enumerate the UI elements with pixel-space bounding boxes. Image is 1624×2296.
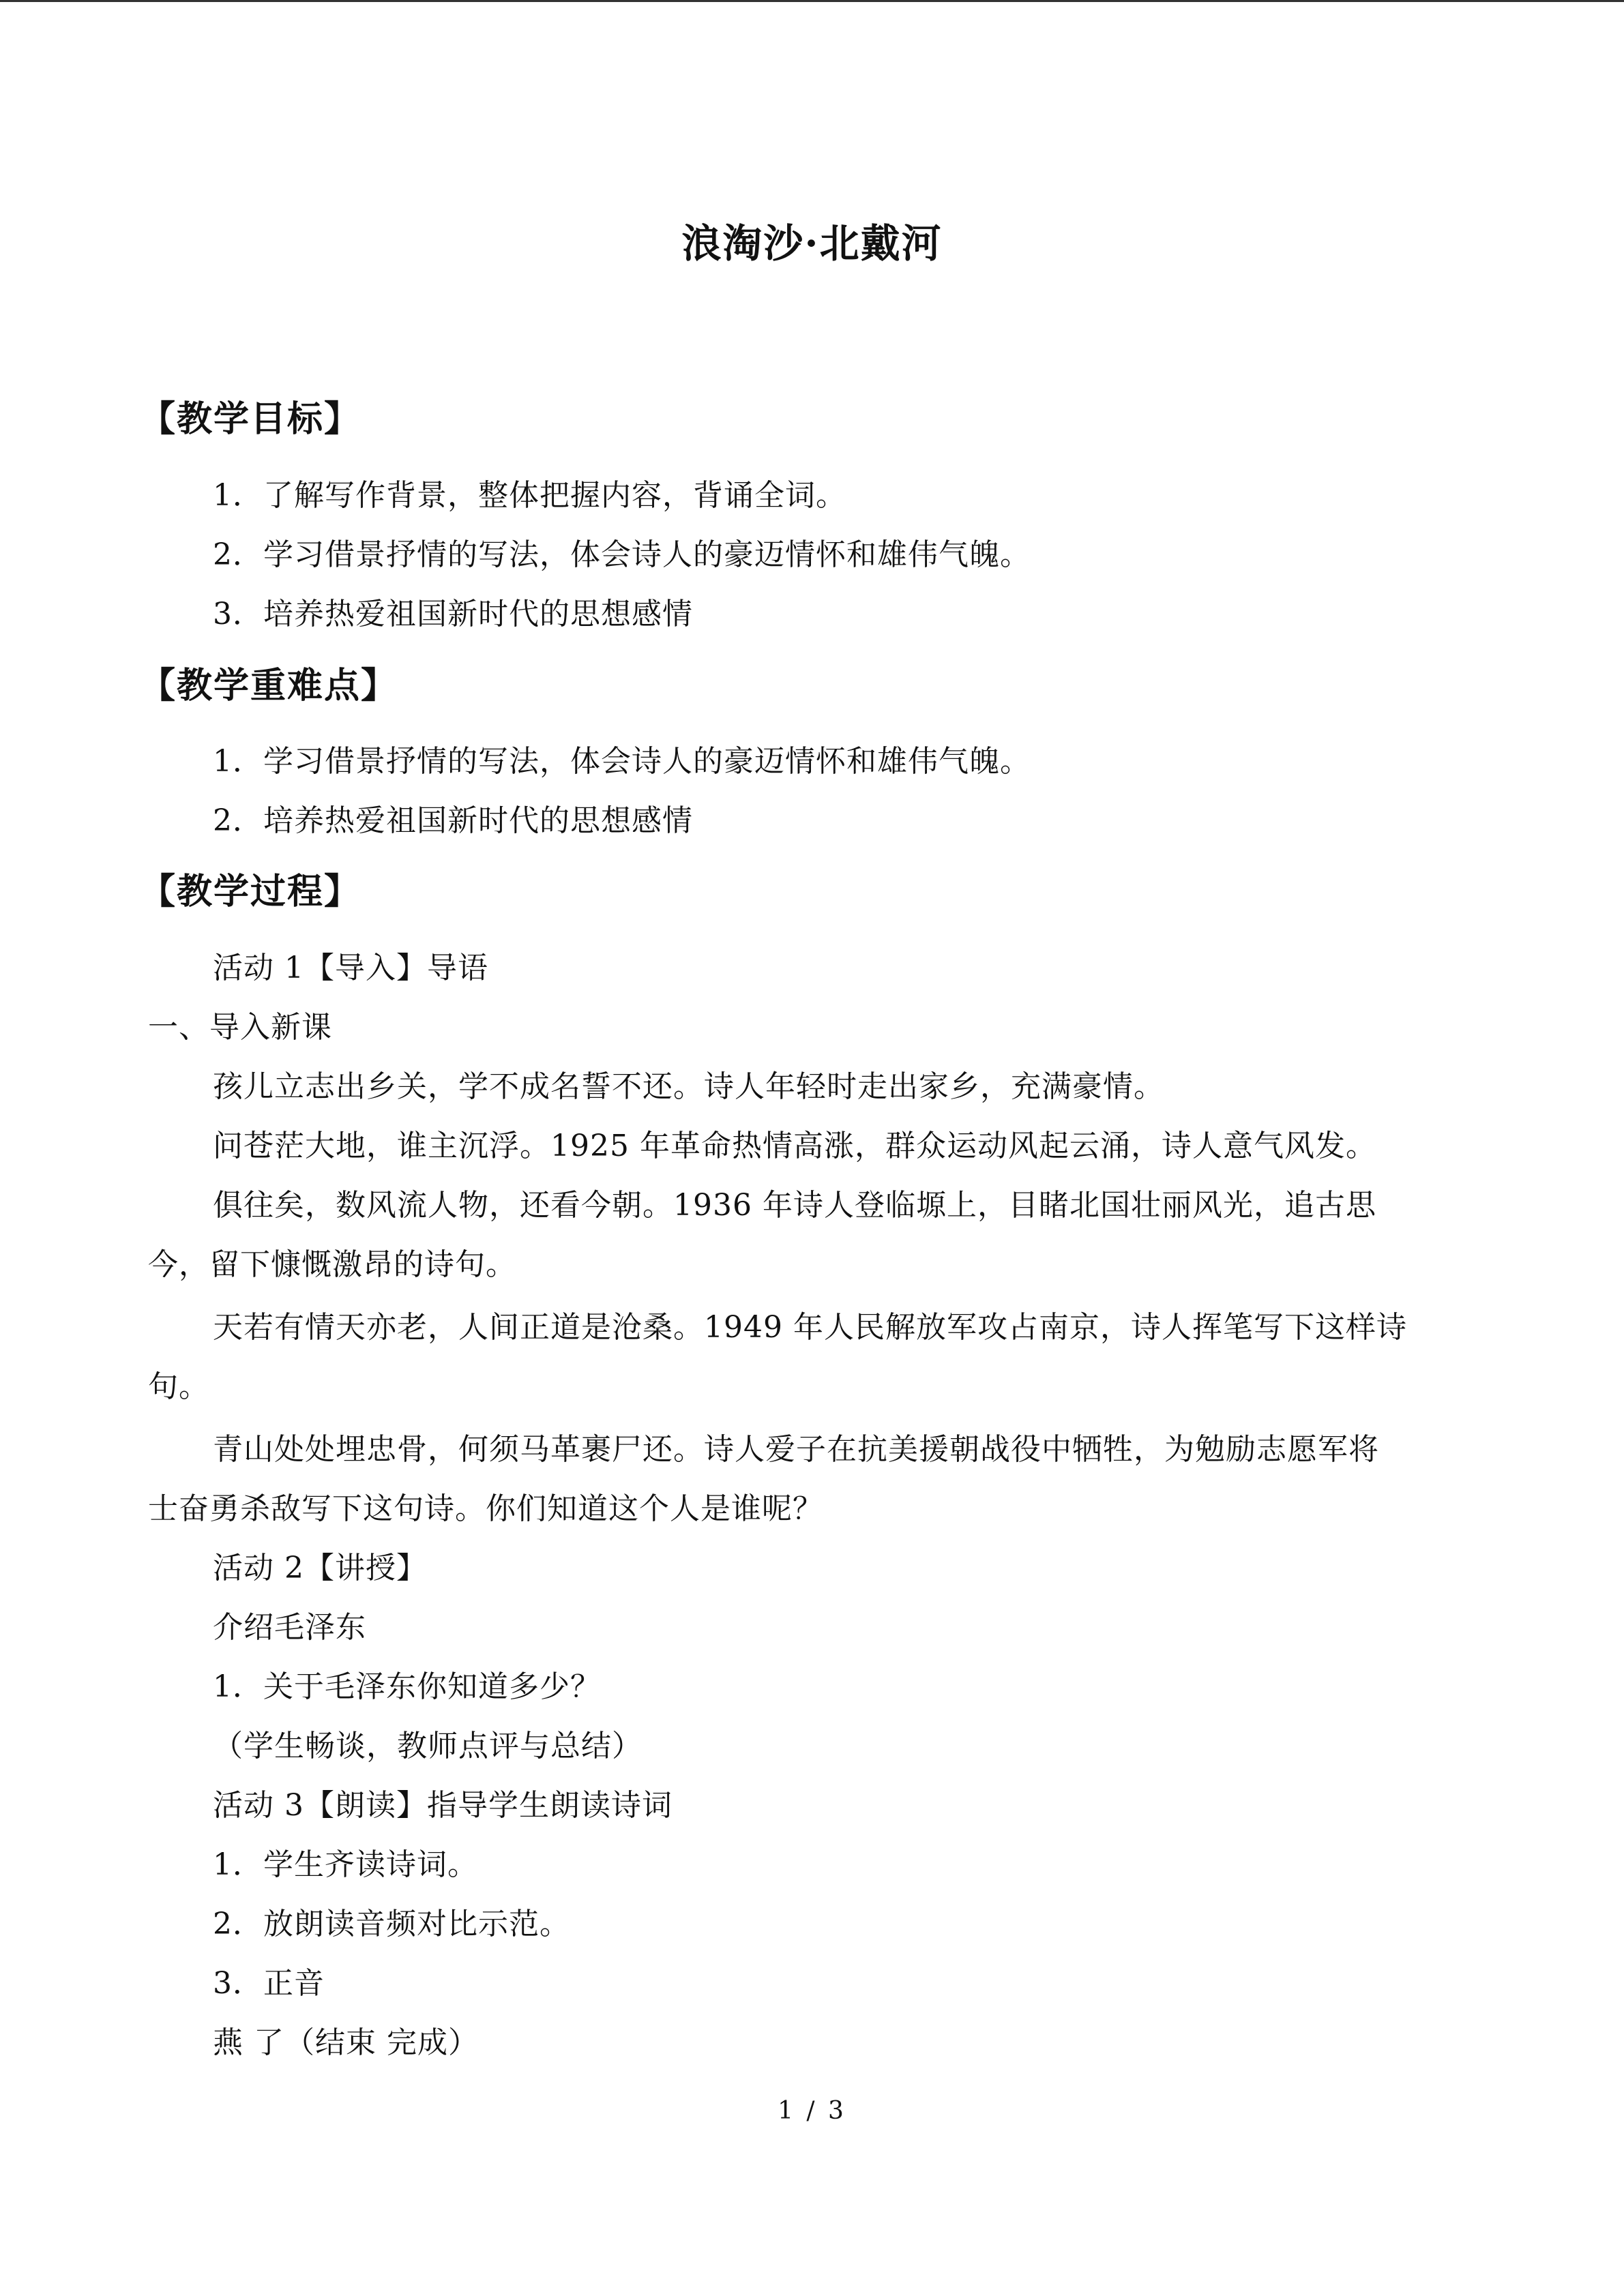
key-point-item: 2．培养热爱祖国新时代的思想感情 (213, 803, 693, 838)
process-line: 介绍毛泽东 (213, 1610, 366, 1645)
process-line: 燕 了（结束 完成） (213, 2025, 479, 2060)
process-line: （学生畅谈，教师点评与总结） (213, 1729, 643, 1763)
process-line: 1．关于毛泽东你知道多少？ (213, 1669, 601, 1704)
process-line: 1．学生齐读诗词。 (213, 1847, 478, 1882)
process-line: 孩儿立志出乡关，学不成名誓不还。诗人年轻时走出家乡，充满豪情。 (213, 1069, 1164, 1104)
process-line: 问苍茫大地，谁主沉浮。1925 年革命热情高涨，群众运动风起云涌，诗人意气风发。 (213, 1129, 1376, 1163)
process-line: 活动 3【朗读】指导学生朗读诗词 (213, 1788, 673, 1823)
section-heading-key-points: 【教学重难点】 (140, 665, 398, 706)
objective-item: 1．了解写作背景，整体把握内容，背诵全词。 (213, 478, 846, 513)
process-line: 青山处处埋忠骨，何须马革裹尸还。诗人爱子在抗美援朝战役中牺牲，为勉励志愿军将 (213, 1432, 1379, 1467)
process-line: 活动 1【导入】导语 (213, 951, 488, 985)
process-line: 俱往矣，数风流人物，还看今朝。1936 年诗人登临塬上，目睹北国壮丽风光，追古思 (213, 1188, 1376, 1223)
section-heading-process: 【教学过程】 (140, 871, 361, 912)
page-number: 1 / 3 (778, 2097, 846, 2125)
process-line: 句。 (148, 1369, 209, 1404)
process-line: 活动 2【讲授】 (213, 1551, 427, 1585)
process-line: 天若有情天亦老，人间正道是沧桑。1949 年人民解放军攻占南京，诗人挥笔写下这样诗 (213, 1310, 1407, 1345)
section-heading-objectives: 【教学目标】 (140, 398, 361, 440)
objective-item: 3．培养热爱祖国新时代的思想感情 (213, 597, 693, 631)
process-line: 士奋勇杀敌写下这句诗。你们知道这个人是谁呢？ (148, 1491, 823, 1526)
key-point-item: 1．学习借景抒情的写法，体会诗人的豪迈情怀和雄伟气魄。 (213, 744, 1031, 779)
process-line: 一、导入新课 (148, 1010, 332, 1045)
page-title: 浪淘沙·北戴河 (681, 220, 943, 267)
process-line: 今，留下慷慨激昂的诗句。 (148, 1247, 516, 1282)
top-border-line (0, 0, 1624, 2)
objective-item: 2．学习借景抒情的写法，体会诗人的豪迈情怀和雄伟气魄。 (213, 537, 1031, 572)
process-line: 3．正音 (213, 1966, 325, 2001)
process-line: 2．放朗读音频对比示范。 (213, 1907, 570, 1941)
